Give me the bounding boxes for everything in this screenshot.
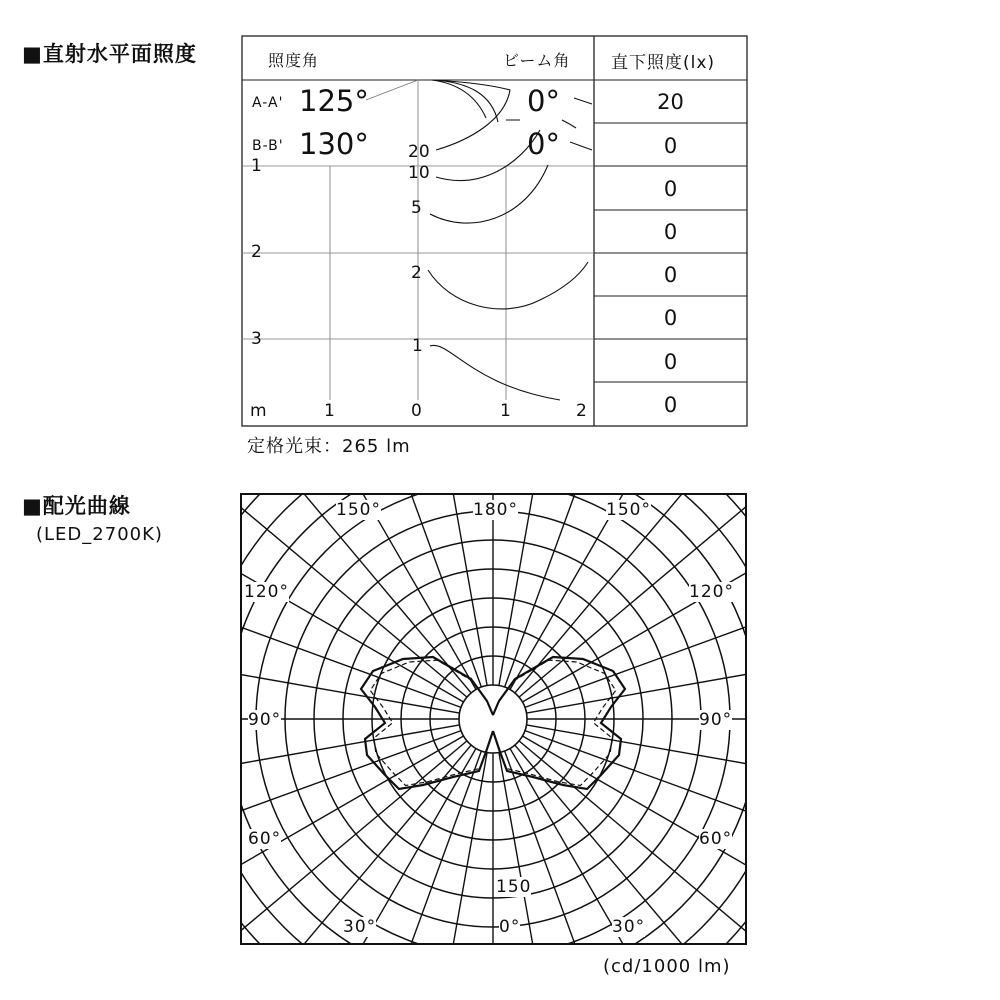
angle-label-90-left: 90° (248, 710, 282, 730)
x-tick-right-1: 1 (500, 401, 512, 421)
contour-label-1: 1 (412, 336, 424, 356)
angle-label-120-right: 120° (689, 582, 734, 602)
lux-value: 0 (663, 134, 678, 158)
angle-label-180: 180° (473, 500, 518, 520)
y-tick-3: 3 (251, 329, 263, 349)
lux-value: 0 (663, 393, 678, 417)
lux-value: 0 (663, 220, 678, 244)
iso-lux-contours (428, 80, 588, 400)
lux-value: 0 (663, 306, 678, 330)
row-b-beam: 0° (527, 127, 560, 161)
angle-label-120-left: 120° (244, 582, 289, 602)
lux-value: 0 (663, 177, 678, 201)
polar-diagram (240, 493, 750, 948)
lux-value: 0 (663, 350, 678, 374)
beam-header: ビーム角 (503, 51, 571, 70)
contour-label-5: 5 (411, 198, 423, 218)
angle-label-150-right: 150° (606, 500, 651, 520)
contour-1 (430, 345, 560, 400)
lux-header: 直下照度(lx) (611, 53, 716, 73)
x-tick-left-1: 1 (324, 401, 336, 421)
row-b-label: B-B' (252, 138, 284, 154)
x-unit: m (250, 401, 268, 421)
x-tick-0: 0 (411, 401, 423, 421)
x-tick-right-2: 2 (576, 401, 588, 421)
distribution-section-title: ■配光曲線 (22, 494, 131, 518)
contour-2 (428, 262, 588, 309)
angle-label-0: 0° (499, 917, 521, 937)
contour-label-10: 10 (408, 163, 430, 183)
lux-value: 0 (663, 263, 678, 287)
polar-grid (240, 493, 750, 948)
contour-label-20: 20 (408, 142, 430, 162)
contour-20b (432, 80, 486, 118)
lux-value: 20 (657, 90, 684, 114)
contour-20 (432, 80, 498, 122)
angle-label-60-left: 60° (248, 829, 282, 849)
contour-20-tail (562, 120, 576, 128)
row-a-angle: 125° (299, 84, 369, 118)
lux-table-grid (594, 123, 747, 382)
row-b-angle: 130° (299, 127, 369, 161)
illuminance-section-title: ■直射水平面照度 (22, 42, 197, 66)
contour-label-2: 2 (411, 263, 423, 283)
angle-label-90-right: 90° (699, 710, 733, 730)
row-a-beam: 0° (527, 84, 560, 118)
radial-scale-label: 150 (496, 877, 532, 897)
y-tick-2: 2 (251, 242, 263, 262)
contour-10 (432, 80, 510, 150)
distribution-unit: (cd/1000 lm) (603, 956, 731, 977)
angle-label-150-left: 150° (336, 500, 381, 520)
distribution-subtitle: (LED_2700K) (36, 524, 163, 545)
contour-5b (430, 165, 548, 223)
angle-header: 照度角 (268, 51, 320, 70)
angle-label-60-right: 60° (699, 829, 733, 849)
illuminance-diagram (0, 0, 1000, 460)
angle-label-30-right: 30° (612, 917, 646, 937)
row-a-label: A-A' (252, 95, 284, 111)
contour-5a (436, 130, 540, 180)
y-tick-1: 1 (251, 156, 263, 176)
angle-label-30-left: 30° (343, 917, 377, 937)
rated-flux: 定格光束：265 lm (247, 436, 411, 457)
